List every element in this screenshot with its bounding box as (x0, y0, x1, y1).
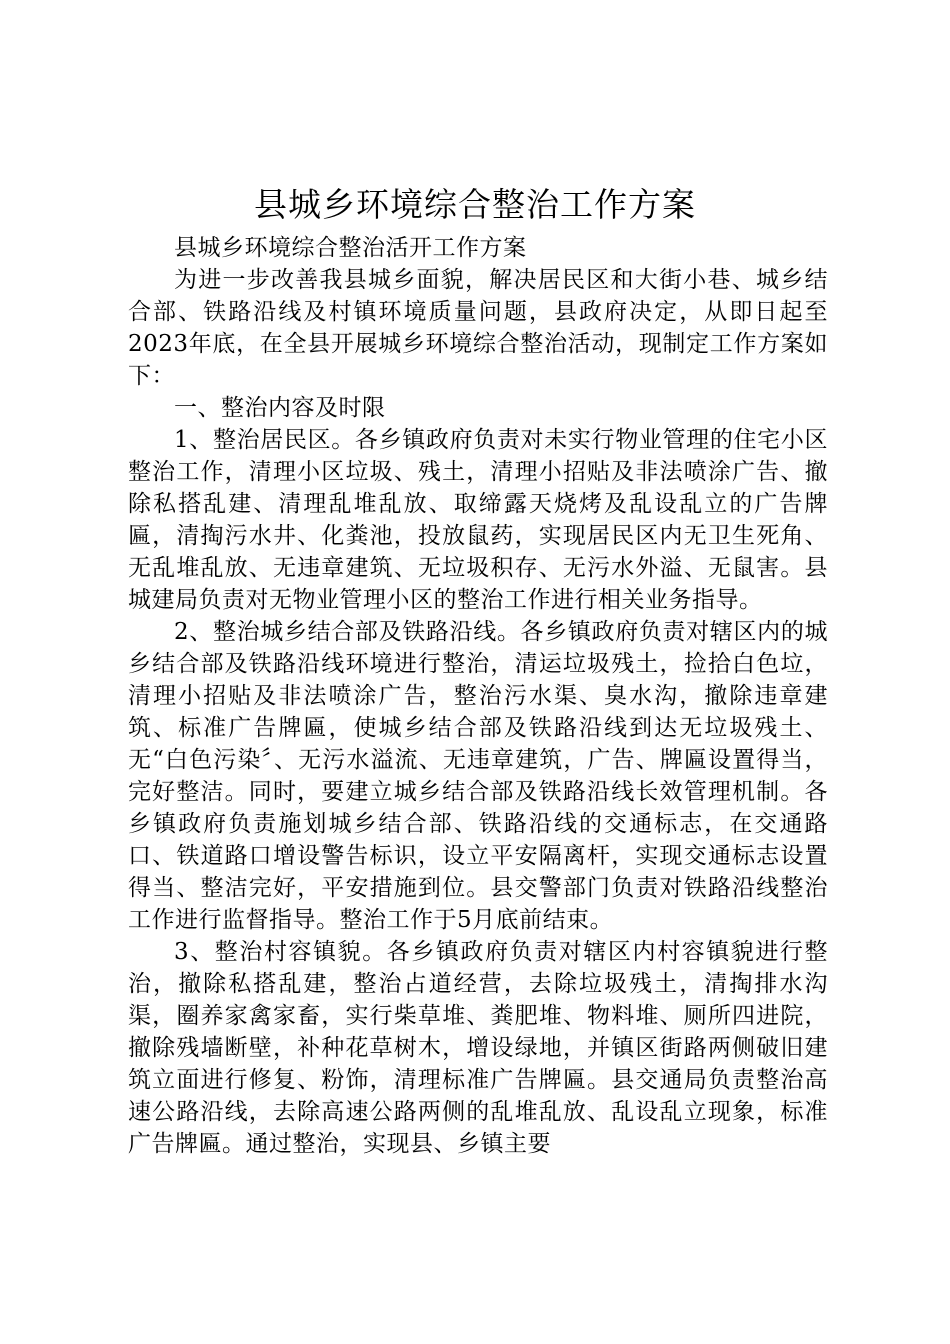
item-1-paragraph: 1、整治居民区。各乡镇政府负责对未实行物业管理的住宅小区整治工作，清理小区垃圾、残土，清理小招贴及非法喷涂广告、撤除私搭乱建、清理乱堆乱放、取缔露天烧烤及乱设乱立的广告牌匾，清掏污水井、化粪池，投放鼠药，实现居民区内无卫生死角、无乱堆乱放、无违章建筑、无垃圾积存、无污水外溢、无鼠害。县城建局负责对无物业管理小区的整治工作进行相关业务指导。 (128, 427, 828, 613)
document-body (128, 232, 828, 1160)
item-2-paragraph: 2、整治城乡结合部及铁路沿线。各乡镇政府负责对辖区内的城乡结合部及铁路沿线环境进行整治，清运垃圾残土，捡拾白色垃，清理小招贴及非法喷涂广告，整治污水渠、臭水沟，撤除违章建筑、标准广告牌匾，使城乡结合部及铁路沿线到达无垃圾残土、无“白色污染〞、无污水溢流、无违章建筑，广告、牌匾设置得当，完好整洁。同时，要建立城乡结合部及铁路沿线长效管理机制。各乡镇政府负责施划城乡结合部、铁路沿线的交通标志，在交通路口、铁道路口增设警告标识，设立平安隔离杆，实现交通标志设置得当、整洁完好，平安措施到位。县交警部门负责对铁路沿线整治工作进行监督指导。整治工作于5月底前结束。 (128, 619, 828, 933)
document-title: 县城乡环境综合整治工作方案 (254, 185, 696, 224)
section-heading: 一、整治内容及时限 (174, 395, 386, 421)
subtitle-paragraph: 县城乡环境综合整治活开工作方案 (174, 235, 527, 261)
intro-paragraph: 为进一步改善我县城乡面貌，解决居民区和大街小巷、城乡结合部、铁路沿线及村镇环境质量问题，县政府决定，从即日起至2023年底，在全县开展城乡环境综合整治活动，现制定工作方案如下： (128, 267, 828, 389)
item-3-paragraph: 3、整治村容镇貌。各乡镇政府负责对辖区内村容镇貌进行整治，撤除私搭乱建，整治占道经营，去除垃圾残土，清掏排水沟渠，圈养家禽家畜，实行柴草堆、粪肥堆、物料堆、厕所四进院，撤除残墙断壁，补种花草树木，增设绿地，并镇区街路两侧破旧建筑立面进行修复、粉饰，清理标准广告牌匾。县交通局负责整治高速公路沿线，去除高速公路两侧的乱堆乱放、乱设乱立现象，标准广告牌匾。通过整治，实现县、乡镇主要 (128, 939, 828, 1157)
